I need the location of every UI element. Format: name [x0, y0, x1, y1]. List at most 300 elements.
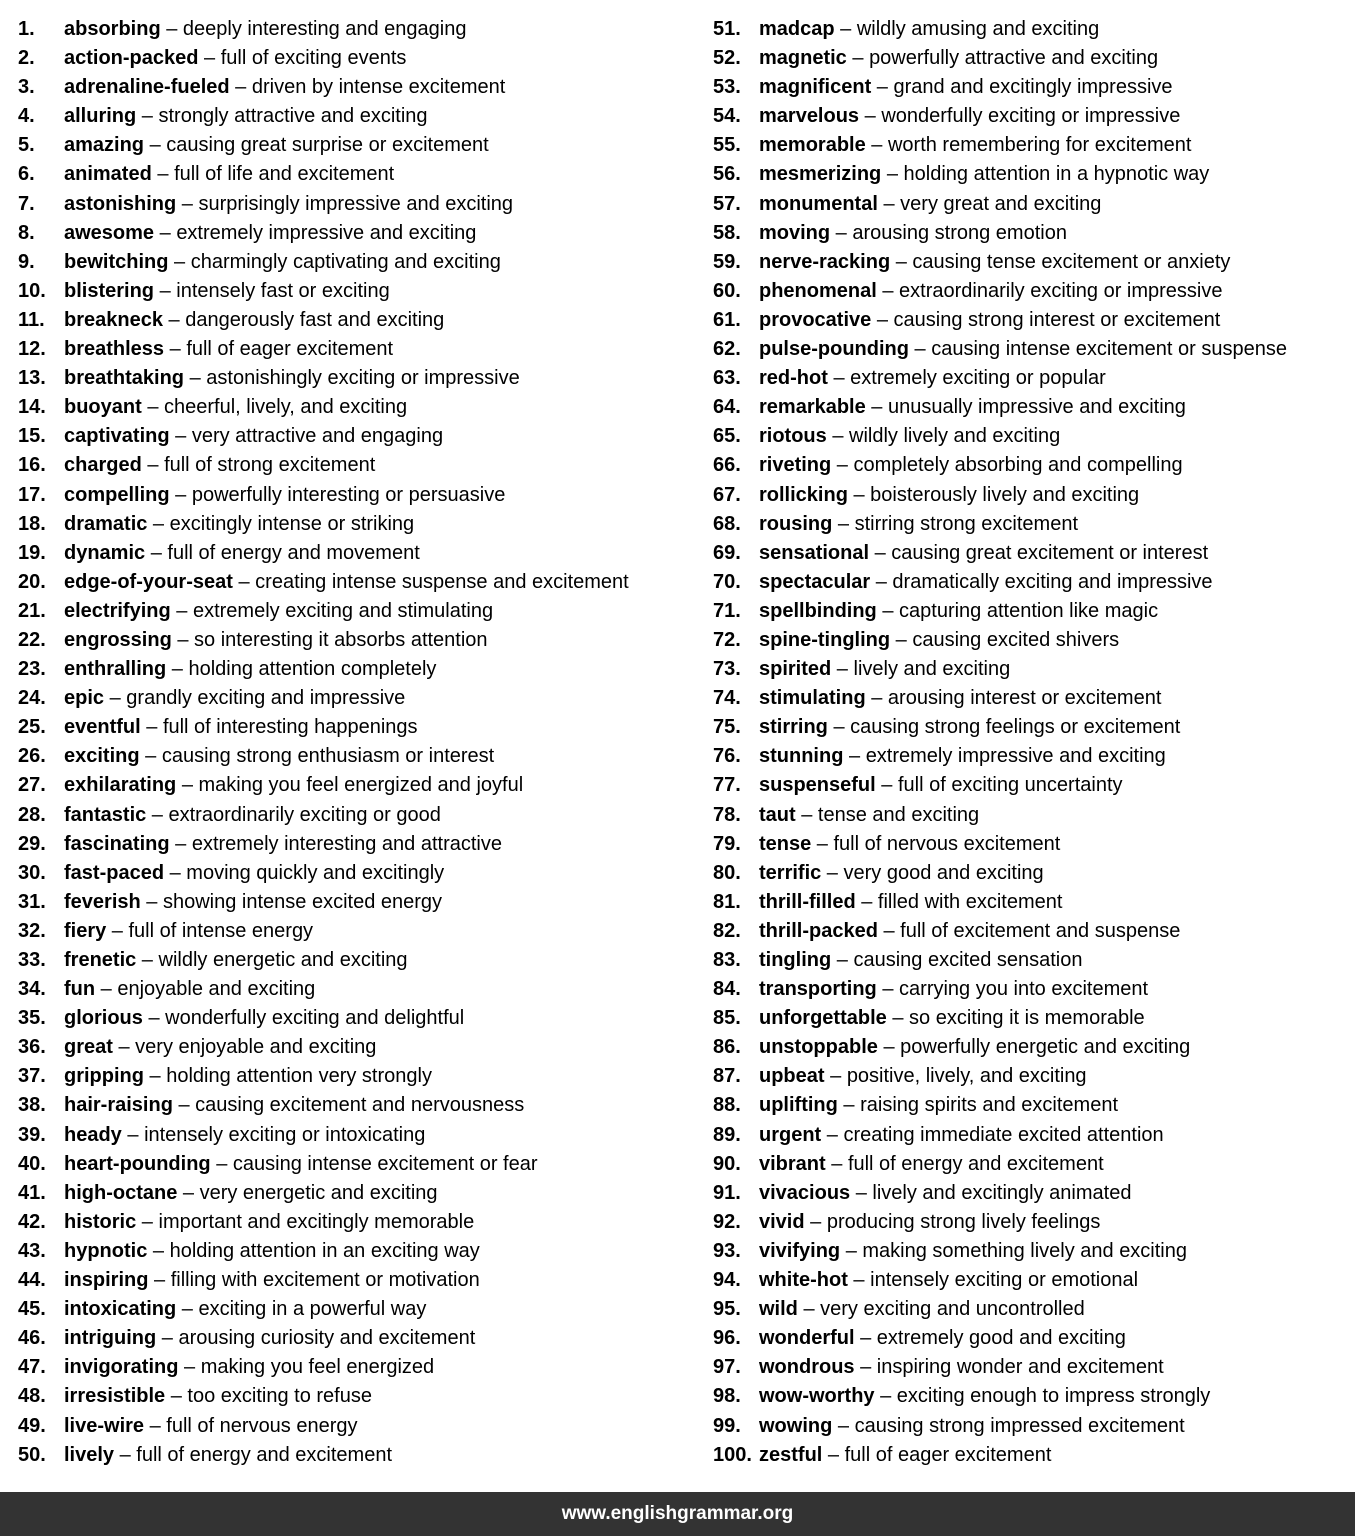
item-word: fiery [64, 919, 107, 942]
item-definition: astonishingly exciting or impressive [206, 367, 520, 390]
item-definition: intensely fast or exciting [176, 279, 390, 302]
item-text [759, 626, 1119, 655]
item-text [64, 1091, 524, 1120]
item-definition: boisterously lively and exciting [870, 483, 1140, 506]
item-text [64, 1179, 438, 1208]
item-word: stimulating [759, 687, 866, 710]
item-separator: – [847, 1269, 871, 1292]
item-separator: – [176, 1298, 199, 1321]
item-number: 25. [18, 716, 46, 739]
item-definition: very exciting and uncontrolled [820, 1298, 1085, 1321]
item-definition: showing intense excited energy [162, 890, 443, 913]
item-separator: – [169, 832, 192, 855]
item-definition: making you feel energized and joyful [198, 774, 524, 797]
list-item [713, 219, 1353, 248]
list-item [713, 1412, 1353, 1441]
list-item [713, 568, 1353, 597]
item-word: animated [64, 163, 152, 186]
item-number: 15. [18, 425, 46, 448]
item-number: 81. [713, 890, 741, 913]
list-item [713, 1208, 1353, 1237]
item-number: 20. [18, 570, 46, 593]
item-number: 31. [18, 890, 46, 913]
item-separator: – [875, 774, 898, 797]
item-text [64, 1412, 358, 1441]
item-number: 92. [713, 1210, 741, 1233]
item-number: 86. [713, 1036, 741, 1059]
item-text [64, 481, 505, 510]
item-word: provocative [759, 308, 872, 331]
item-word: breathless [64, 338, 165, 361]
item-number: 48. [18, 1385, 46, 1408]
item-separator: – [146, 803, 169, 826]
item-separator: – [141, 396, 165, 419]
list-item [713, 160, 1353, 189]
list-item [713, 1324, 1353, 1353]
list-item [18, 568, 698, 597]
list-item [713, 1004, 1353, 1033]
item-definition: causing great surprise or excitement [166, 134, 489, 157]
list-item [18, 44, 698, 73]
item-number: 27. [18, 774, 46, 797]
item-definition: causing strong feelings or excitement [850, 716, 1181, 739]
item-definition: causing strong enthusiasm or interest [161, 745, 495, 768]
list-item [713, 510, 1353, 539]
item-number: 66. [713, 454, 741, 477]
item-separator: – [824, 1065, 847, 1088]
footer-url[interactable]: www.englishgrammar.org [561, 1503, 794, 1524]
item-word: mesmerizing [759, 163, 882, 186]
item-word: uplifting [759, 1094, 838, 1117]
item-text [64, 888, 442, 917]
item-text [759, 1033, 1190, 1062]
item-word: tense [759, 832, 812, 855]
item-definition: carrying you into excitement [899, 978, 1149, 1001]
item-text [64, 73, 505, 102]
item-number: 57. [713, 192, 741, 215]
item-number: 14. [18, 396, 46, 419]
list-item [713, 742, 1353, 771]
item-definition: extremely interesting and attractive [191, 832, 502, 855]
item-text [64, 1295, 426, 1324]
item-number: 17. [18, 483, 46, 506]
item-word: red-hot [759, 367, 828, 390]
item-number: 30. [18, 861, 46, 884]
item-number: 1. [18, 18, 35, 40]
item-number: 61. [713, 308, 741, 331]
item-separator: – [830, 221, 853, 244]
item-separator: – [136, 105, 159, 128]
item-separator: – [797, 1298, 821, 1321]
item-number: 62. [713, 338, 741, 361]
word-list-column-left [18, 15, 698, 1470]
item-number: 42. [18, 1210, 46, 1233]
item-word: vivacious [759, 1181, 851, 1204]
item-number: 32. [18, 919, 46, 942]
list-item [713, 713, 1353, 742]
item-word: phenomenal [759, 279, 877, 302]
item-word: engrossing [64, 628, 172, 651]
item-word: enthralling [64, 658, 167, 681]
item-text [759, 655, 1010, 684]
item-definition: extremely impressive and exciting [865, 745, 1166, 768]
item-number: 7. [18, 192, 35, 215]
item-word: exciting [64, 745, 140, 768]
list-item [18, 1295, 698, 1324]
item-text [759, 1412, 1185, 1441]
item-word: stirring [759, 716, 828, 739]
item-word: blistering [64, 279, 155, 302]
item-number: 100. [713, 1443, 752, 1466]
item-definition: lively and exciting [853, 658, 1011, 681]
list-item [18, 771, 698, 800]
item-text [64, 1208, 474, 1237]
item-separator: – [865, 134, 888, 157]
item-word: taut [759, 803, 796, 826]
list-item [18, 888, 698, 917]
item-number: 90. [713, 1152, 741, 1175]
item-number: 60. [713, 279, 741, 302]
list-item [713, 626, 1353, 655]
item-text [64, 655, 436, 684]
item-text [64, 248, 501, 277]
item-definition: causing intense excitement or fear [232, 1152, 538, 1175]
footer-bar [0, 1492, 1355, 1536]
item-definition: causing intense excitement or suspense [931, 338, 1287, 361]
item-number: 43. [18, 1239, 46, 1262]
item-separator: – [876, 599, 900, 622]
item-number: 23. [18, 658, 46, 681]
item-word: eventful [64, 716, 141, 739]
item-separator: – [855, 890, 878, 913]
item-text [759, 1004, 1145, 1033]
list-item [18, 1266, 698, 1295]
item-separator: – [890, 628, 913, 651]
item-text [759, 1208, 1100, 1237]
item-number: 72. [713, 628, 741, 651]
list-item [713, 917, 1353, 946]
item-definition: wonderfully exciting or impressive [881, 105, 1181, 128]
item-text [759, 946, 1083, 975]
item-separator: – [827, 716, 851, 739]
item-separator: – [831, 658, 854, 681]
item-number: 29. [18, 832, 46, 855]
item-word: wonderful [759, 1327, 855, 1350]
item-definition: causing excited sensation [853, 949, 1083, 971]
item-separator: – [827, 367, 851, 390]
item-text [64, 626, 488, 655]
item-text [759, 1441, 1051, 1470]
item-definition: intensely exciting or emotional [870, 1269, 1139, 1292]
list-item [713, 1295, 1353, 1324]
item-separator: – [177, 1181, 200, 1204]
item-word: transporting [759, 978, 877, 1001]
item-number: 84. [713, 978, 741, 1001]
item-separator: – [811, 832, 834, 855]
item-number: 12. [18, 338, 46, 361]
item-text [759, 277, 1223, 306]
list-item [18, 248, 698, 277]
list-item [18, 539, 698, 568]
list-item [713, 946, 1353, 975]
item-definition: creating intense suspense and excitement [255, 570, 629, 593]
item-definition: extremely impressive and exciting [176, 221, 477, 244]
item-word: sensational [759, 541, 870, 564]
list-item [18, 1237, 698, 1266]
item-number: 99. [713, 1414, 741, 1437]
item-text [64, 684, 405, 713]
item-separator: – [165, 1385, 188, 1408]
list-item [713, 1382, 1353, 1411]
list-item [713, 44, 1353, 73]
item-word: intoxicating [64, 1298, 177, 1321]
list-item [18, 422, 698, 451]
list-item [713, 1353, 1353, 1382]
item-number: 95. [713, 1298, 741, 1321]
item-text [64, 597, 493, 626]
item-definition: causing tense excitement or anxiety [912, 250, 1231, 273]
item-word: awesome [64, 221, 155, 244]
item-definition: driven by intense excitement [251, 76, 506, 99]
item-number: 44. [18, 1269, 46, 1292]
item-separator: – [164, 861, 187, 884]
item-text [64, 801, 441, 830]
item-word: epic [64, 687, 105, 710]
item-text [759, 335, 1287, 364]
list-item [713, 306, 1353, 335]
item-definition: extremely good and exciting [876, 1327, 1126, 1350]
item-text [64, 364, 520, 393]
item-separator: – [804, 1210, 827, 1233]
item-number: 9. [18, 250, 35, 273]
item-word: hypnotic [64, 1239, 148, 1262]
list-item [18, 1179, 698, 1208]
item-text [759, 1353, 1164, 1382]
item-separator: – [825, 1152, 848, 1175]
item-word: fantastic [64, 803, 147, 826]
item-word: heart-pounding [64, 1152, 211, 1175]
item-definition: too exciting to refuse [187, 1385, 372, 1408]
item-definition: exciting enough to impress strongly [896, 1385, 1211, 1408]
item-definition: wildly lively and exciting [849, 425, 1061, 448]
item-word: astonishing [64, 192, 177, 215]
item-number: 69. [713, 541, 741, 564]
item-number: 70. [713, 570, 741, 593]
item-word: unforgettable [759, 1007, 887, 1030]
item-text [64, 1121, 425, 1150]
item-text [64, 713, 418, 742]
item-definition: filled with excitement [877, 890, 1063, 913]
list-item [713, 1179, 1353, 1208]
item-separator: – [232, 570, 256, 593]
list-item [713, 1266, 1353, 1295]
item-number: 89. [713, 1123, 741, 1146]
item-definition: holding attention completely [188, 658, 437, 681]
item-definition: making you feel energized [200, 1356, 435, 1379]
item-separator: – [822, 1443, 845, 1466]
item-separator: – [156, 1327, 179, 1350]
item-definition: wildly amusing and exciting [856, 18, 1100, 40]
item-text [759, 1062, 1087, 1091]
list-item [713, 1237, 1353, 1266]
item-separator: – [114, 1443, 137, 1466]
item-definition: very energetic and exciting [199, 1181, 438, 1204]
item-definition: so interesting it absorbs attention [194, 628, 488, 651]
item-definition: capturing attention like magic [899, 599, 1159, 622]
item-word: live-wire [64, 1414, 145, 1437]
item-definition: positive, lively, and exciting [846, 1065, 1087, 1088]
item-number: 26. [18, 745, 46, 768]
item-separator: – [136, 1210, 159, 1233]
item-definition: full of energy and movement [167, 541, 420, 564]
item-text [759, 539, 1208, 568]
item-definition: extraordinarily exciting or impressive [899, 279, 1223, 302]
item-word: unstoppable [759, 1036, 878, 1059]
list-item [18, 1091, 698, 1120]
list-item [713, 1441, 1353, 1470]
item-word: great [64, 1036, 113, 1059]
item-text [64, 160, 394, 189]
list-item [18, 1033, 698, 1062]
list-item [18, 830, 698, 859]
list-item [713, 364, 1353, 393]
item-text [64, 1033, 376, 1062]
list-item [713, 15, 1353, 44]
item-text [64, 451, 375, 480]
list-item [18, 451, 698, 480]
item-text [759, 975, 1148, 1004]
item-text [759, 1150, 1104, 1179]
item-definition: inspiring wonder and excitement [876, 1356, 1164, 1379]
item-number: 53. [713, 76, 741, 99]
item-separator: – [871, 308, 894, 331]
list-item [713, 1033, 1353, 1062]
item-separator: – [837, 1094, 861, 1117]
item-number: 19. [18, 541, 46, 564]
item-word: white-hot [759, 1269, 848, 1292]
list-item [713, 539, 1353, 568]
item-separator: – [143, 1065, 167, 1088]
word-list [0, 15, 1355, 1477]
list-item [713, 73, 1353, 102]
item-separator: – [141, 454, 165, 477]
item-text [759, 684, 1161, 713]
item-word: amazing [64, 134, 145, 157]
item-separator: – [184, 367, 207, 390]
item-number: 82. [713, 919, 741, 942]
list-item [713, 248, 1353, 277]
item-word: urgent [759, 1123, 822, 1146]
item-definition: grandly exciting and impressive [126, 687, 406, 710]
item-separator: – [821, 1123, 844, 1146]
item-word: spectacular [759, 570, 871, 593]
list-item [18, 15, 698, 44]
list-item [18, 364, 698, 393]
item-number: 67. [713, 483, 741, 506]
list-item [18, 655, 698, 684]
list-item [18, 742, 698, 771]
item-word: zestful [759, 1443, 823, 1466]
item-word: monumental [759, 192, 878, 215]
item-word: invigorating [64, 1356, 179, 1379]
item-definition: very good and exciting [843, 861, 1044, 884]
item-definition: full of excitement and suspense [900, 919, 1181, 942]
item-text [64, 422, 443, 451]
item-separator: – [877, 192, 901, 215]
item-word: spellbinding [759, 599, 877, 622]
item-text [64, 1062, 432, 1091]
item-word: fascinating [64, 832, 170, 855]
item-text [64, 539, 420, 568]
item-separator: – [139, 745, 162, 768]
item-separator: – [831, 949, 854, 971]
item-separator: – [147, 1239, 170, 1262]
item-word: feverish [64, 890, 141, 913]
item-text [759, 364, 1106, 393]
item-text [759, 219, 1067, 248]
item-definition: causing strong impressed excitement [854, 1414, 1185, 1437]
item-definition: wonderfully exciting and delightful [165, 1007, 465, 1030]
item-word: adrenaline-fueled [64, 76, 230, 99]
list-item [713, 131, 1353, 160]
item-separator: – [850, 1181, 873, 1204]
item-separator: – [171, 628, 195, 651]
item-word: vibrant [759, 1152, 826, 1175]
item-number: 45. [18, 1298, 46, 1321]
item-separator: – [144, 134, 167, 157]
item-definition: full of strong excitement [164, 454, 376, 477]
list-item [18, 713, 698, 742]
item-definition: raising spirits and excitement [860, 1094, 1118, 1117]
item-separator: – [870, 570, 893, 593]
item-number: 94. [713, 1269, 741, 1292]
item-text [64, 1382, 372, 1411]
item-separator: – [144, 1414, 167, 1437]
item-number: 58. [713, 221, 741, 244]
item-separator: – [154, 221, 177, 244]
item-number: 49. [18, 1414, 46, 1437]
item-word: madcap [759, 18, 835, 40]
item-number: 73. [713, 658, 741, 681]
item-word: captivating [64, 425, 170, 448]
list-item [713, 1121, 1353, 1150]
list-item [713, 102, 1353, 131]
item-separator: – [162, 308, 186, 331]
item-text [759, 742, 1166, 771]
list-item [18, 1441, 698, 1470]
item-separator: – [886, 1007, 910, 1030]
item-definition: intensely exciting or intoxicating [144, 1123, 426, 1146]
item-number: 79. [713, 832, 741, 855]
list-item [713, 451, 1353, 480]
list-item [713, 422, 1353, 451]
list-item [18, 1324, 698, 1353]
item-word: bewitching [64, 250, 169, 273]
item-definition: full of exciting events [220, 47, 407, 70]
item-word: rousing [759, 512, 833, 535]
item-text [64, 277, 390, 306]
list-item [18, 1121, 698, 1150]
item-number: 50. [18, 1443, 46, 1466]
list-item [713, 190, 1353, 219]
list-item [713, 801, 1353, 830]
item-word: glorious [64, 1007, 143, 1030]
item-word: nerve-racking [759, 250, 891, 273]
item-text [759, 393, 1186, 422]
word-list-column-right [713, 15, 1353, 1470]
item-text [759, 1324, 1126, 1353]
item-word: absorbing [64, 18, 161, 40]
